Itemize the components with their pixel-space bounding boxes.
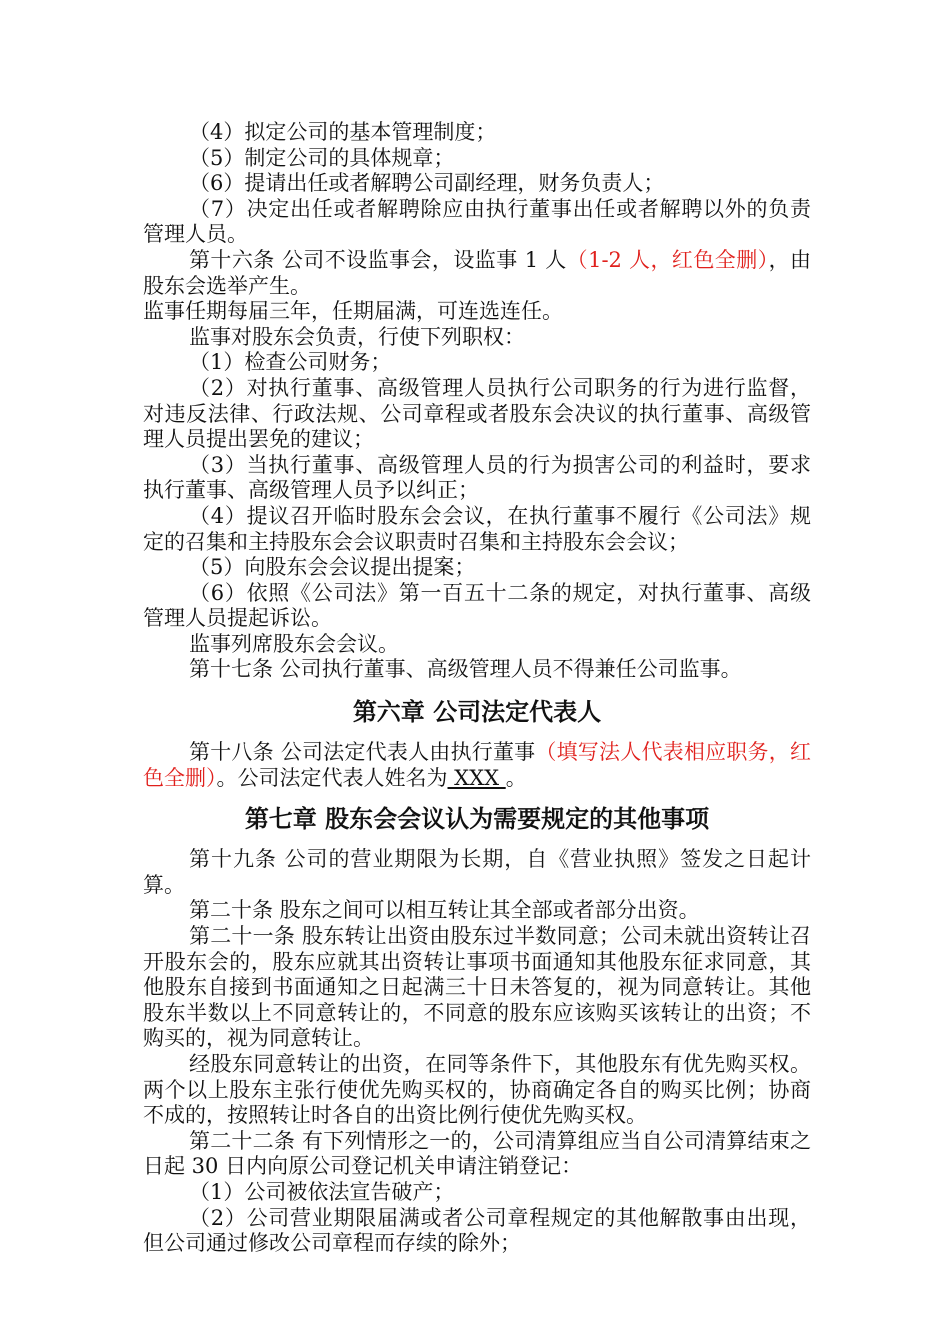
supervisor-power-6: （6）依照《公司法》第一百五十二条的规定，对执行董事、高级管理人员提起诉讼。 (143, 580, 811, 631)
article-19: 第十九条 公司的营业期限为长期，自《营业执照》签发之日起计算。 (143, 847, 811, 897)
article-21: 第二十一条 股东转让出资由股东过半数同意；公司未就出资转让召开股东会的，股东应就其出资转让事项书面通知其他股东征求同意，其他股东自接到书面通知之日起满三十日未答复的，视为同意转让。其他股东半数以上不同意转让的，不同意的股东应该购买该转让的出资；不购买的，视为同意转让。 (143, 924, 811, 1051)
article-16-tail: ，由股东会选举产生。 (143, 247, 811, 298)
supervisor-power-2: （2）对执行董事、高级管理人员执行公司职务的行为进行监督，对违反法律、行政法规、公司章程或者股东会决议的执行董事、高级管理人员提出罢免的建议； (143, 375, 811, 452)
supervisor-attend: 监事列席股东会会议。 (189, 631, 399, 656)
exec-power-item-6: （6）提请出任或者解聘公司副经理，财务负责人； (189, 171, 665, 196)
chapter-7-title: 第七章 股东会会议认为需要规定的其他事项 (244, 804, 710, 834)
exec-power-item-7: （7）决定出任或者解聘除应由执行董事出任或者解聘以外的负责管理人员。 (143, 196, 811, 247)
article-20: 第二十条 股东之间可以相互转让其全部或者部分出资。 (189, 898, 700, 923)
article-18-tail: 。 (505, 765, 527, 790)
article-16 (143, 248, 811, 299)
article-17: 第十七条 公司执行董事、高级管理人员不得兼任公司监事。 (189, 657, 742, 682)
article-22-item-1: （1）公司被依法宣告破产； (189, 1179, 455, 1204)
supervisor-power-3: （3）当执行董事、高级管理人员的行为损害公司的利益时，要求执行董事、高级管理人员予以纠正； (143, 452, 811, 503)
exec-power-item-4: （4）拟定公司的基本管理制度； (189, 120, 497, 144)
article-16-red-note: （1-2 人，红色全删） (566, 247, 769, 272)
article-22-item-2: （2）公司营业期限届满或者公司章程规定的其他解散事由出现，但公司通过修改公司章程而存续的除外； (143, 1205, 811, 1256)
supervisor-powers-intro: 监事对股东会负责，行使下列职权： (189, 324, 525, 349)
supervisor-power-1: （1）检查公司财务； (189, 350, 392, 375)
article-18-text: 第十八条 公司法定代表人由执行董事 (189, 740, 536, 765)
supervisor-term: 监事任期每届三年，任期届满，可连选连任。 (143, 299, 563, 324)
article-21-preemption: 经股东同意转让的出资，在同等条件下，其他股东有优先购买权。两个以上股东主张行使优先购买权的，协商确定各自的购买比例；协商不成的，按照转让时各自的出资比例行使优先购买权。 (143, 1052, 811, 1128)
supervisor-power-5: （5）向股东会会议提出提案； (189, 555, 476, 580)
article-16-text: 第十六条 公司不设监事会，设监事 1 人 (189, 247, 567, 272)
article-18-mid: 。公司法定代表人姓名为 (216, 765, 448, 790)
article-18 (143, 740, 811, 791)
article-22: 第二十二条 有下列情形之一的，公司清算组应当自公司清算结束之日起 30 日内向原公司登记机关申请注销登记： (143, 1128, 811, 1179)
chapter-6-title: 第六章 公司法定代表人 (352, 697, 602, 727)
supervisor-power-4: （4）提议召开临时股东会会议，在执行董事不履行《公司法》规定的召集和主持股东会会议职责时召集和主持股东会会议； (143, 503, 811, 554)
legal-rep-name: XXX (447, 765, 506, 790)
article-18-red-note: （填写法人代表相应职务，红色全删） (143, 740, 811, 790)
document-body (143, 120, 811, 1257)
exec-power-item-5: （5）制定公司的具体规章； (189, 145, 455, 170)
